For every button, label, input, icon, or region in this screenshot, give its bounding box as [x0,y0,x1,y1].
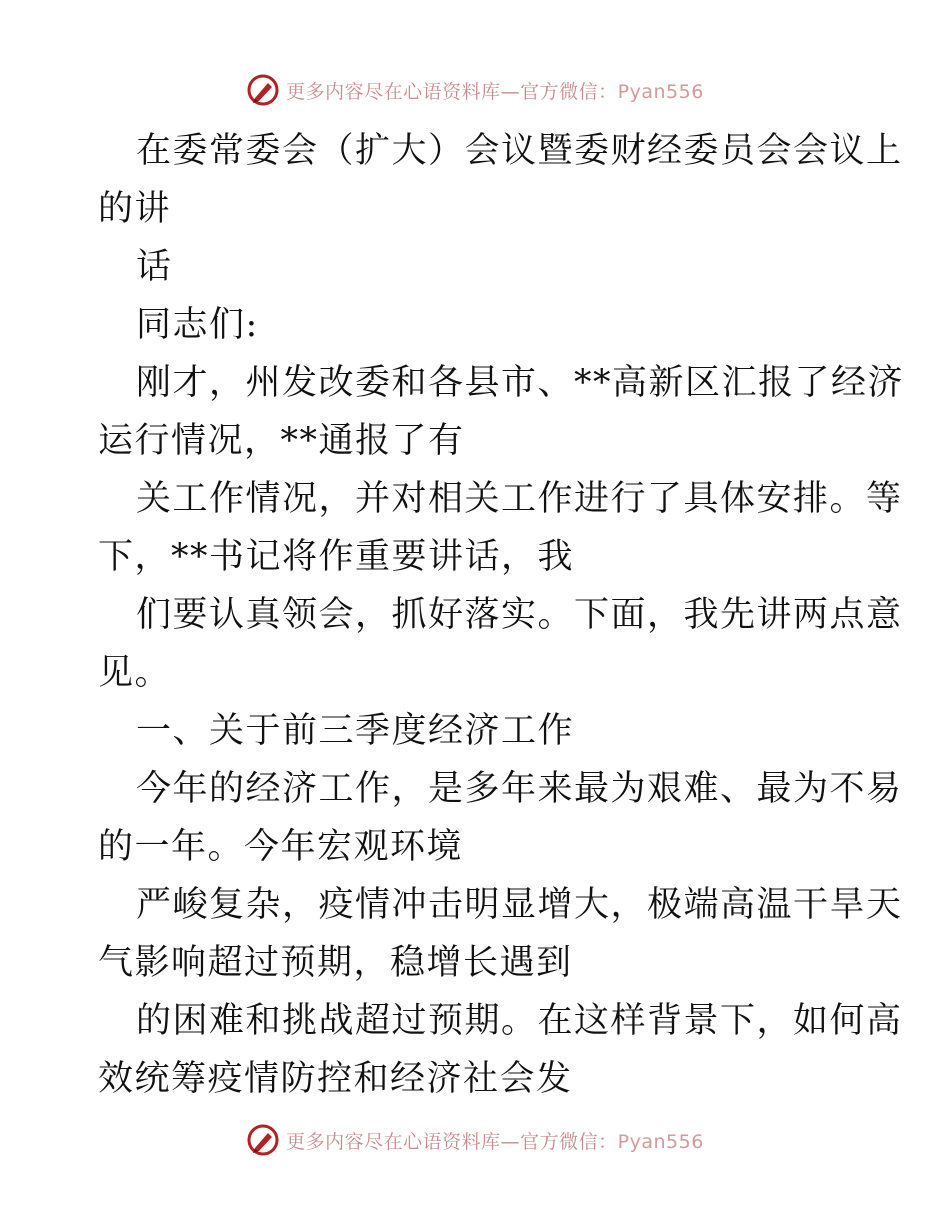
text-line: 运行情况，**通报了有 [98,421,465,461]
watermark-label: 更多内容尽在心语资料库—官方微信： [286,1130,618,1153]
text-line: 话 [136,247,173,287]
text-line: 效统筹疫情防控和经济社会发 [98,1059,573,1099]
salutation: 同志们: [136,305,259,345]
text-line: 在委常委会（扩大）会议暨委财经委员会会议上 [136,131,903,171]
text-line: 见。 [98,653,172,693]
watermark-text [286,1127,704,1154]
text-line: 下，**书记将作重要讲话，我 [98,537,575,577]
section-heading: 一、关于前三季度经济工作 [136,711,575,751]
footer-watermark [0,1120,950,1160]
header-watermark [0,70,950,110]
pen-logo-icon [246,73,280,107]
watermark-handle: Pyan556 [617,80,704,103]
watermark-label: 更多内容尽在心语资料库—官方微信： [286,80,618,103]
watermark-handle: Pyan556 [617,1130,704,1153]
text-line: 的一年。今年宏观环境 [98,827,464,867]
text-line: 关工作情况，并对相关工作进行了具体安排。等 [136,479,903,519]
watermark-text [286,77,704,104]
text-line: 们要认真领会，抓好落实。下面，我先讲两点意 [136,595,903,635]
text-line: 的困难和挑战超过预期。在这样背景下，如何高 [136,1001,903,1041]
text-line: 今年的经济工作，是多年来最为艰难、最为不易 [136,769,903,809]
text-line: 的讲 [98,189,172,229]
text-line: 严峻复杂，疫情冲击明显增大，极端高温干旱天 [136,885,903,925]
document-body [98,122,905,1108]
pen-logo-icon [246,1123,280,1157]
text-line: 刚才，州发改委和各县市、**高新区汇报了经济 [136,363,905,403]
text-line: 气影响超过预期，稳增长遇到 [98,943,573,983]
